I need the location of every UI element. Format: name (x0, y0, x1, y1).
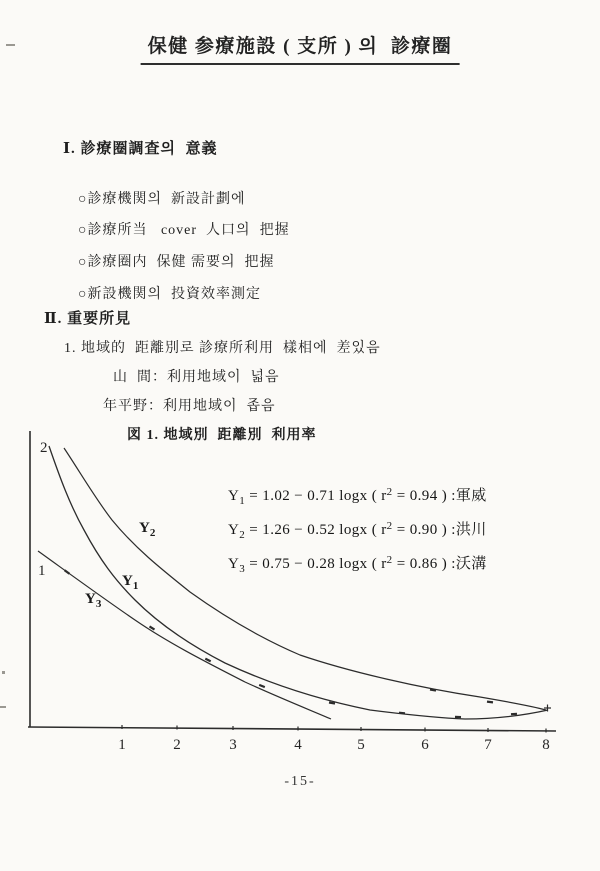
x-tick-8: 8 (542, 737, 550, 753)
y-tick-2: 2 (40, 440, 48, 456)
section-2-heading: Ⅱ. 重要所見 (44, 311, 132, 327)
equation-y1-tail: = 0.94 ) :軍威 (392, 488, 487, 504)
equation-y2-body: = 1.26 − 0.52 logx ( r (245, 522, 387, 538)
equation-y1 (228, 484, 487, 507)
curve-label-y3-sub: 3 (95, 598, 102, 610)
equation-y2 (228, 518, 487, 541)
equation-y3-superscript: 2 (386, 554, 393, 566)
x-tick-3: 3 (229, 737, 237, 753)
equation-y3-base: Y (228, 556, 240, 572)
section-1-heading: Ⅰ. 診療圈調査의 意義 (63, 141, 218, 157)
equation-y1-base: Y (228, 488, 240, 504)
x-tick-6: 6 (421, 737, 429, 753)
equation-y3-body: = 0.75 − 0.28 logx ( r (245, 556, 387, 572)
curve-label-y1 (122, 573, 138, 592)
curve-label-y2 (139, 520, 155, 539)
bullet-health-demand: ○診療圈内 保健 需要의 把握 (78, 255, 275, 270)
x-tick-1: 1 (118, 737, 126, 753)
curve-label-y1-sub: 1 (132, 580, 139, 592)
bullet-investment-efficiency: ○新設機関의 投資效率測定 (78, 287, 261, 302)
finding-1: 1. 地域的 距離別로 診療所利用 樣相에 差있음 (64, 341, 381, 356)
equation-y3 (228, 552, 487, 575)
data-point-marks (65, 570, 517, 717)
curve-label-y2-base: Y (139, 520, 150, 536)
equation-y2-base: Y (228, 522, 240, 538)
page-number: -15- (284, 774, 316, 789)
equation-y1-superscript: 2 (386, 486, 393, 498)
x-axis (28, 727, 556, 731)
equation-y2-superscript: 2 (386, 520, 393, 532)
equation-y3-subscript: 3 (239, 563, 246, 575)
curve-label-y1-base: Y (122, 573, 133, 589)
equation-y1-subscript: 1 (239, 495, 246, 507)
curve-y3 (38, 551, 331, 719)
bullet-new-plan: ○診療機関의 新設計劃에 (78, 192, 246, 207)
equation-y2-tail: = 0.90 ) :洪川 (392, 522, 487, 538)
equation-y1-body: = 1.02 − 0.71 logx ( r (245, 488, 387, 504)
y-tick-1: 1 (38, 563, 46, 579)
equation-y3-tail: = 0.86 ) :沃溝 (392, 556, 487, 572)
figure-caption: 図 1. 地域別 距離別 利用率 (127, 428, 317, 443)
x-tick-5: 5 (357, 737, 365, 753)
curve-label-y3 (85, 591, 101, 610)
bullet-cover-population: ○診療所当 cover 人口의 把握 (78, 223, 290, 238)
page-title: 保健 参療施設 ( 支所 ) 의 診療圈 (141, 31, 460, 65)
finding-1-mountain: 山 間：利用地域이 넓음 (113, 370, 280, 385)
x-tick-7: 7 (484, 737, 492, 753)
x-tick-2: 2 (173, 737, 181, 753)
curve-label-y3-base: Y (85, 591, 96, 607)
equation-y2-subscript: 2 (239, 529, 246, 541)
x-tick-4: 4 (294, 737, 302, 753)
finding-1-plain: 年平野：利用地域이 좁음 (103, 399, 276, 414)
curve-label-y2-sub: 2 (149, 527, 156, 539)
